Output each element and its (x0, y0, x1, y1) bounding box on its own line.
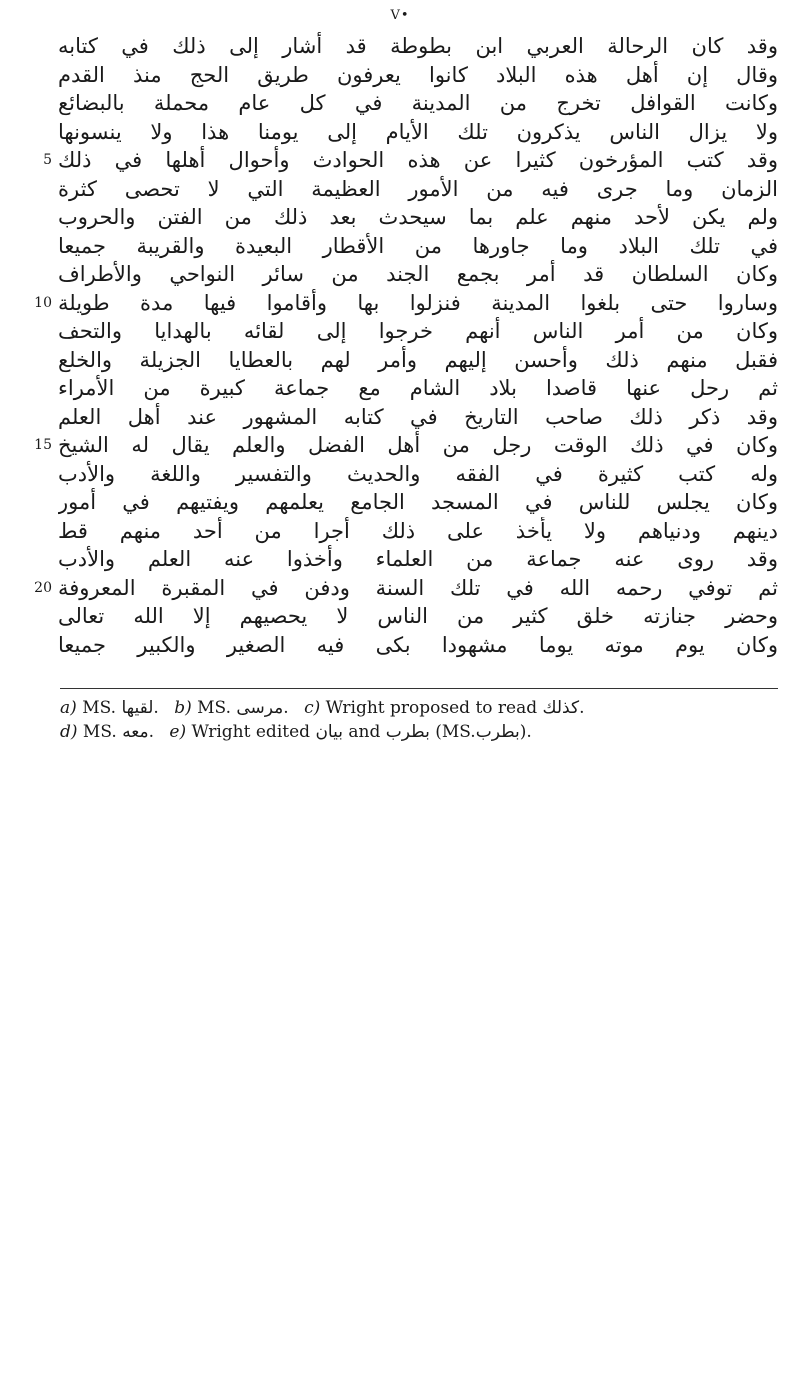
text-line: وقد ذكر ذلك صاحب التاريخ في كتابه المشهور عند أهل العلم (58, 404, 778, 429)
footnote-line-1 (60, 696, 780, 720)
text-line: في تلك البلاد وما جاورها من الأقطار البعيدة والقريبة جميعا (58, 233, 778, 258)
page-number: V• (390, 8, 410, 23)
text-line: ولا يزال الناس يذكرون تلك الأيام إلى يومنا هذا ولا ينسونها (58, 119, 778, 144)
text-line: وحضر جنازته خلق كثير من الناس لا يحصيهم إلا الله تعالى (58, 604, 778, 628)
text-line: فقبل منهم ذلك وأحسن إليهم وأمر لهم بالعطايا الجزيلة والخلع (58, 347, 778, 372)
text-line: الزمان وما جرى فيه من الأمور العظيمة التي لا تحصى كثرة (58, 176, 778, 201)
footnote-c: c) Wright proposed to read كذلك. (304, 698, 585, 718)
line-number: 10 (34, 294, 52, 311)
text-line: ثم توفي رحمه الله في تلك السنة ودفن في المقبرة المعروفة (58, 575, 778, 600)
text-line: وله كتب كثيرة في الفقه والحديث والتفسير واللغة والأدب (58, 461, 778, 486)
text-line: وكان يجلس للناس في المسجد الجامع يعلمهم ويفتيهم في أمور (58, 490, 778, 514)
text-line: وقد روى عنه جماعة من العلماء وأخذوا عنه العلم والأدب (58, 547, 778, 571)
line-number: 5 (43, 152, 52, 168)
text-line: دينهم ودنياهم ولا يأخذ على ذلك أجرا من أحد منهم قط (58, 518, 778, 543)
line-number: 15 (34, 437, 52, 453)
text-line: وكانت القوافل تخرج من المدينة في كل عام محملة بالبضائع (58, 91, 778, 115)
footnote-a: a) MS. لقيها. (60, 698, 159, 718)
text-line: وكان يوم موته يوما مشهودا بكى فيه الصغير والكبير جميعا (58, 632, 778, 657)
text-line: وقد كان الرحالة العربي ابن بطوطة قد أشار إلى ذلك في كتابه (58, 34, 778, 58)
footnote-e: e) Wright edited بيان and بطرب (MS.بطرب). (169, 722, 532, 742)
text-line: ولم يكن لأحد منهم علم بما سيحدث بعد ذلك من الفتن والحروب (58, 205, 778, 229)
footnote-b: b) MS. مرسى. (174, 698, 289, 718)
text-line: وكان في ذلك الوقت رجل من أهل الفضل والعلم يقال له الشيخ (58, 433, 778, 457)
text-line: وكان السلطان قد أمر بجمع الجند من سائر النواحي والأطراف (58, 262, 778, 286)
footnote-divider (60, 688, 778, 689)
text-line: وقد كتب المؤرخون كثيرا عن هذه الحوادث وأحوال أهلها في ذلك (58, 148, 778, 172)
footnote-line-2 (60, 720, 780, 744)
text-line: ثم رحل عنها قاصدا بلاد الشام مع جماعة كبيرة من الأمراء (58, 376, 778, 400)
text-line: وساروا حتى بلغوا المدينة فنزلوا بها وأقاموا فيها مدة طويلة (58, 290, 778, 315)
text-line: وقال إن أهل هذه البلاد كانوا يعرفون طريق الحج منذ القدم (58, 62, 778, 87)
footnote-d: d) MS. معه. (60, 722, 155, 742)
arabic-text-block (58, 32, 778, 659)
footnotes (60, 696, 780, 744)
text-line: وكان من أمر الناس أنهم خرجوا إلى لقائه بالهدايا والتحف (58, 319, 778, 343)
line-number: 20 (34, 579, 52, 596)
